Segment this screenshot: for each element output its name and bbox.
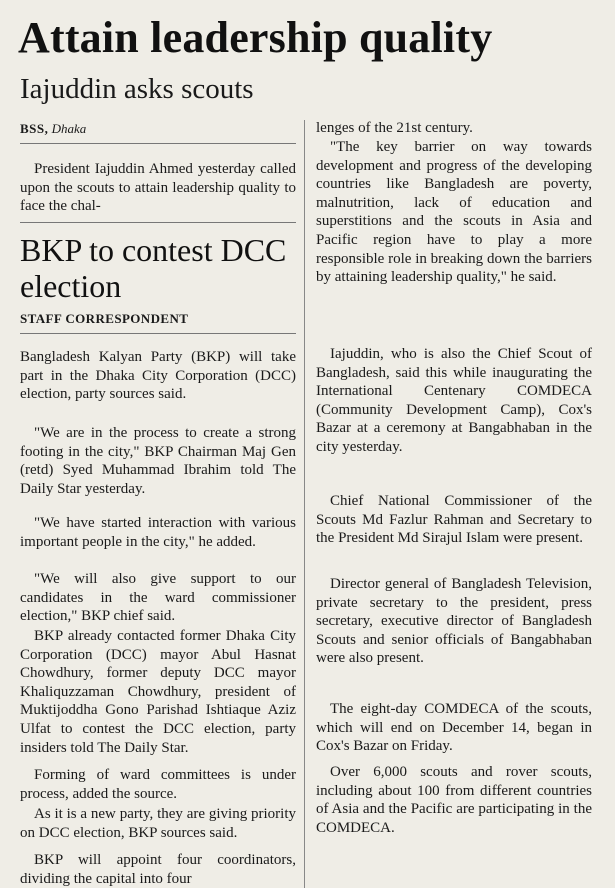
byline-place: Dhaka xyxy=(51,121,87,136)
byline-agency: BSS, xyxy=(20,121,49,136)
story2-paragraph: Forming of ward committees is under process, added the source. xyxy=(20,767,296,802)
main-headline: Attain leadership quality xyxy=(18,13,493,62)
story2-paragraph: Bangladesh Kalyan Party (BKP) will take part in the Dhaka City Corporation (DCC) election, party sources said. xyxy=(20,349,296,403)
story1-paragraph: "The key barrier on way towards development and progress of the developing countries like Bangladesh are poverty, malnutrition, lack of education and superstitions and the scouts in Asia and Pacific region have to play a more responsible role in breaking down the barriers by attaining leadership quality," he said. xyxy=(316,139,592,286)
story2-paragraph: BKP already contacted former Dhaka City Corporation (DCC) mayor Abul Hasnat Chowdhury, former deputy DCC mayor Khaliquzzaman Chowdhury, president of Muktijoddha Gono Parishad Ishtiaque Aziz Ulfat to contest the DCC election, party insiders told The Daily Star. xyxy=(20,628,296,756)
story2-paragraph: As it is a new party, they are giving priority on DCC election, BKP sources said. xyxy=(20,806,296,841)
story1-paragraph: lenges of the 21st century. xyxy=(316,120,473,136)
story2-paragraph: "We will also give support to our candidates in the ward commissioner election," BKP chief said. xyxy=(20,571,296,625)
story1-paragraph: Iajuddin, who is also the Chief Scout of Bangladesh, said this while inaugurating the International Centenary COMDECA (Community Development Camp), Cox's Bazar at a ceremony at Bangabhaban in the city yesterday. xyxy=(316,346,592,455)
story1-paragraph: Director general of Bangladesh Television, private secretary to the president, press secretary, executive director of Bangladesh Scouts and senior officials of Bangabhaban were also present. xyxy=(316,576,592,667)
column-divider xyxy=(304,120,305,888)
story1-paragraph: Chief National Commissioner of the Scouts Md Fazlur Rahman and Secretary to the President Md Sirajul Islam were present. xyxy=(316,493,592,547)
story1-byline xyxy=(20,121,86,137)
story1-paragraph: The eight-day COMDECA of the scouts, which will end on December 14, began in Cox's Bazar on Friday. xyxy=(316,701,592,755)
byline-rule xyxy=(20,143,296,144)
story2-paragraph: "We have started interaction with various important people in the city," he added. xyxy=(20,515,296,550)
story1-paragraph: Over 6,000 scouts and rover scouts, including about 100 from different countries of Asia and the Pacific are participating in the COMDECA. xyxy=(316,764,592,836)
story1-intro-paragraph: President Iajuddin Ahmed yesterday called upon the scouts to attain leadership quality to face the chal- xyxy=(20,161,296,215)
story2-headline: BKP to contest DCC election xyxy=(20,232,287,304)
sub-headline: Iajuddin asks scouts xyxy=(20,73,254,105)
story2-paragraph: "We are in the process to create a strong footing in the city," BKP Chairman Maj Gen (retd) Syed Muhammad Ibrahim told The Daily Star yesterday. xyxy=(20,425,296,497)
story2-byline-rule xyxy=(20,333,296,334)
story-separator-rule xyxy=(20,222,296,223)
story2-byline: STAFF CORRESPONDENT xyxy=(20,311,189,326)
story2-paragraph: BKP will appoint four coordinators, dividing the capital into four xyxy=(20,852,296,887)
